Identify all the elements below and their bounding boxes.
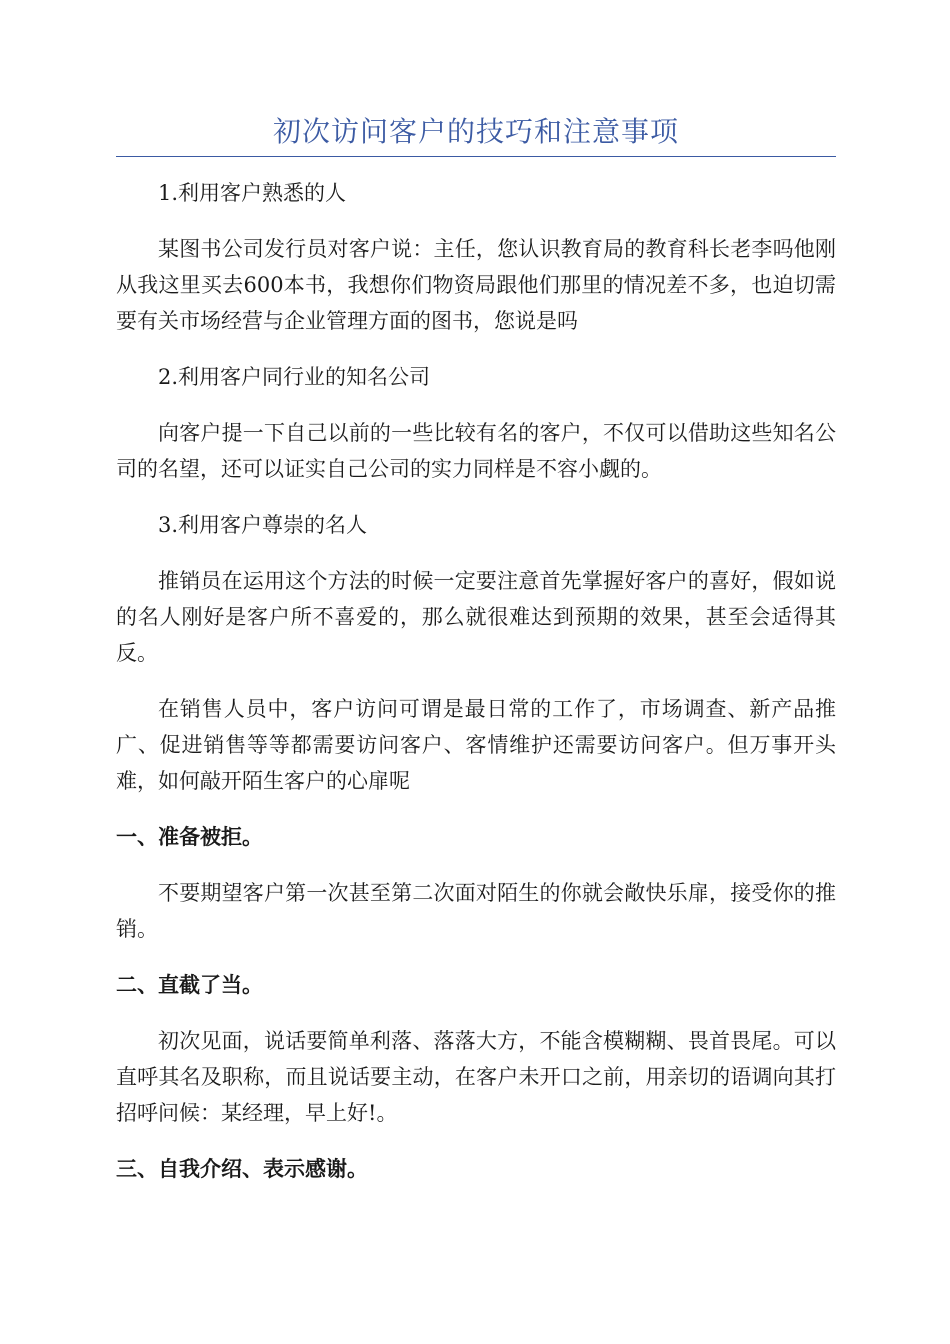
section-heading-2: 二、直截了当。 [116,973,263,997]
section-heading-1: 一、准备被拒。 [116,825,263,849]
document-title: 初次访问客户的技巧和注意事项 [272,115,679,148]
numbered-item-3: 3.利用客户尊崇的名人 [158,513,368,537]
paragraph: 不要期望客户第一次甚至第二次面对陌生的你就会敞快乐扉，接受你的推销。 [116,881,836,941]
title-divider [116,156,836,157]
paragraph: 在销售人员中，客户访问可谓是最日常的工作了，市场调查、新产品推广、促进销售等等都需要访问客户、客情维护还需要访问客户。但万事开头难，如何敲开陌生客户的心扉呢 [116,697,836,793]
document-page [116,112,836,1207]
section-heading-3: 三、自我介绍、表示感谢。 [116,1157,368,1181]
numbered-item-2: 2.利用客户同行业的知名公司 [158,365,431,389]
paragraph: 向客户提一下自己以前的一些比较有名的客户，不仅可以借助这些知名公司的名望，还可以证实自己公司的实力同样是不容小觑的。 [116,421,836,481]
paragraph: 推销员在运用这个方法的时候一定要注意首先掌握好客户的喜好，假如说的名人刚好是客户所不喜爱的，那么就很难达到预期的效果，甚至会适得其反。 [116,569,836,665]
paragraph: 初次见面，说话要简单利落、落落大方，不能含模糊糊、畏首畏尾。可以直呼其名及职称，而且说话要主动，在客户未开口之前，用亲切的语调向其打招呼问候：某经理，早上好!。 [116,1029,836,1125]
numbered-item-1: 1.利用客户熟悉的人 [158,181,347,205]
paragraph: 某图书公司发行员对客户说：主任，您认识教育局的教育科长老李吗他刚从我这里买去600本书，我想你们物资局跟他们那里的情况差不多，也迫切需要有关市场经营与企业管理方面的图书，您说是吗 [116,237,836,333]
